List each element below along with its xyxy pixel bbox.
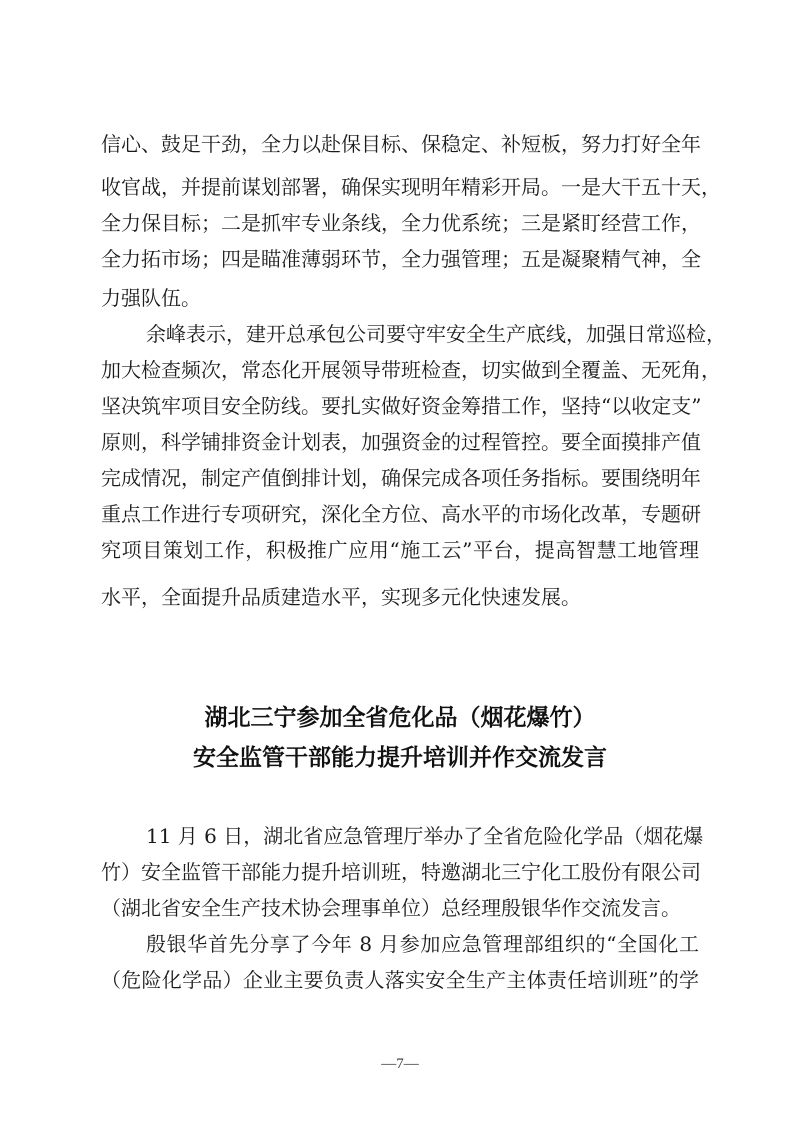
page-number: —7— — [381, 1056, 419, 1072]
body-text-line: 坚决筑牢项目安全防线。要扎实做好资金筹措工作，坚持“以收定支” — [101, 394, 702, 418]
body-text-line: 全力拓市场；四是瞄准薄弱环节，全力强管理；五是凝聚精气神，全 — [101, 247, 701, 271]
body-text-line: 力强队伍。 — [101, 286, 201, 310]
body-text-line: 完成情况，制定产值倒排计划，确保完成各项任务指标。要围绕明年 — [101, 466, 701, 490]
body-text-line: 收官战，并提前谋划部署，确保实现明年精彩开局。一是大干五十天， — [101, 175, 721, 199]
body-text-line: 水平，全面提升品质建造水平，实现多元化快速发展。 — [101, 585, 581, 609]
body-text-line: 11 月 6 日，湖北省应急管理厅举办了全省危险化学品（烟花爆 — [146, 824, 704, 848]
body-text-line: 原则，科学铺排资金计划表，加强资金的过程管控。要全面摸排产值 — [101, 430, 701, 454]
body-text-line: 殷银华首先分享了今年 8 月参加应急管理部组织的“全国化工 — [146, 932, 699, 956]
body-text-line: 信心、鼓足干劲，全力以赴保目标、保稳定、补短板，努力打好全年 — [101, 132, 701, 156]
article-title-line-2: 安全监管干部能力提升培训并作交流发言 — [193, 745, 607, 771]
body-text-line: （湖北省安全生产技术协会理事单位）总经理殷银华作交流发言。 — [101, 896, 681, 920]
body-text-line: 重点工作进行专项研究，深化全方位、高水平的市场化改革，专题研 — [101, 502, 701, 526]
article-title-line-1: 湖北三宁参加全省危化品（烟花爆竹） — [204, 705, 596, 731]
body-text-line: （危险化学品）企业主要负责人落实安全生产主体责任培训班”的学 — [101, 968, 699, 992]
body-text-line: 全力保目标；二是抓牢专业条线，全力优系统；三是紧盯经营工作， — [101, 211, 701, 235]
body-text-line: 竹）安全监管干部能力提升培训班，特邀湖北三宁化工股份有限公司 — [101, 860, 701, 884]
body-text-line: 加大检查频次，常态化开展领导带班检查，切实做到全覆盖、无死角， — [101, 358, 721, 382]
body-text-line: 余峰表示，建开总承包公司要守牢安全生产底线，加强日常巡检， — [146, 322, 726, 346]
body-text-line: 究项目策划工作，积极推广应用“施工云”平台，提高智慧工地管理 — [101, 538, 699, 562]
